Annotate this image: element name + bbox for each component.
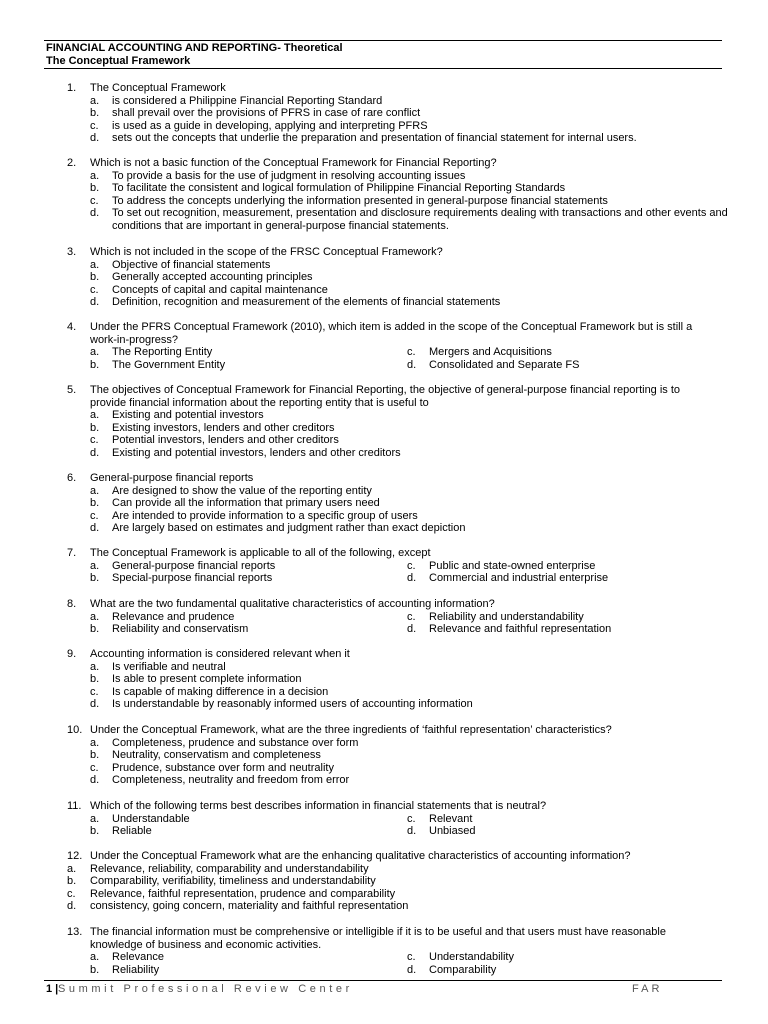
question-number: 8.	[67, 598, 77, 610]
option-letter: c.	[407, 812, 416, 825]
option-text: Comparability	[429, 963, 497, 976]
option-text: To address the concepts underlying the information presented in general-purpose financial statements	[112, 194, 608, 207]
option-text: Prudence, substance over form and neutrality	[112, 761, 334, 774]
option-letter: a.	[90, 258, 100, 271]
option-text: Relevance and prudence	[112, 610, 235, 623]
option-letter: a.	[90, 169, 100, 182]
option-text: Completeness, neutrality and freedom from error	[112, 774, 350, 787]
option-text: Relevance	[112, 951, 164, 964]
option-letter: a.	[90, 660, 100, 673]
question-number: 1.	[67, 82, 77, 94]
option-letter: a.	[90, 484, 100, 497]
option-letter: b.	[90, 572, 100, 585]
question-number: 11.	[67, 800, 82, 812]
option-letter: b.	[90, 497, 100, 510]
option-letter: b.	[90, 673, 100, 686]
option-text: Is verifiable and neutral	[112, 660, 226, 673]
question-stem: The objectives of Conceptual Framework for Financial Reporting, the objective of general-purpose financial reporting is to provide financial information about the reporting entity that is useful to	[90, 384, 681, 409]
option-text: consistency, going concern, materiality and faithful representation	[90, 900, 409, 913]
top-rule	[44, 40, 722, 41]
question-number: 13.	[67, 926, 83, 938]
option-text: Consolidated and Separate FS	[429, 358, 580, 371]
option-letter: a.	[90, 736, 100, 749]
option-letter: d.	[90, 447, 100, 459]
option-letter: c.	[407, 346, 416, 359]
option-text: Special-purpose financial reports	[112, 572, 273, 585]
question-number: 2.	[67, 157, 77, 169]
option-letter: d.	[90, 774, 100, 787]
option-text: Is able to present complete information	[112, 673, 302, 686]
question-number: 9.	[67, 648, 77, 660]
option-letter: d.	[407, 623, 417, 636]
option-text: Public and state-owned enterprise	[429, 559, 596, 572]
review-center-name: Summit Professional Review Center	[58, 983, 353, 995]
question-number: 3.	[67, 246, 77, 258]
option-text: To set out recognition, measurement, presentation and disclosure requirements dealing with transactions and other events and conditions that are important in general-purpose financial statements.	[112, 207, 728, 232]
option-letter: d.	[90, 522, 100, 535]
option-text: Neutrality, conservatism and completeness	[112, 749, 321, 762]
option-letter: c.	[407, 951, 416, 964]
option-letter: b.	[90, 623, 100, 636]
option-letter: c.	[90, 119, 99, 132]
question-stem: Under the Conceptual Framework, what are the three ingredients of ‘faithful representation’ characteristics?	[90, 724, 612, 736]
option-text: Definition, recognition and measurement of the elements of financial statements	[112, 296, 501, 309]
question-stem: Which of the following terms best describes information in financial statements that is neutral?	[90, 800, 547, 812]
option-text: Relevance, reliability, comparability and understandability	[90, 862, 369, 875]
question-stem: What are the two fundamental qualitative characteristics of accounting information?	[90, 598, 495, 610]
option-text: To provide a basis for the use of judgment in resolving accounting issues	[112, 169, 466, 182]
question-number: 10.	[67, 724, 83, 736]
option-text: Generally accepted accounting principles	[112, 271, 313, 284]
option-text: Reliable	[112, 825, 152, 838]
question-stem: Under the Conceptual Framework what are the enhancing qualitative characteristics of accounting information?	[90, 850, 631, 862]
option-text: sets out the concepts that underlie the preparation and presentation of financial statement for internal users.	[112, 132, 637, 145]
question-number: 12.	[67, 850, 83, 862]
option-letter: b.	[90, 271, 100, 284]
option-letter: c.	[407, 559, 416, 572]
question-number: 4.	[67, 321, 77, 333]
option-letter: a.	[90, 951, 100, 964]
option-text: Is capable of making difference in a decision	[112, 685, 329, 698]
option-letter: b.	[90, 182, 100, 195]
option-text: Existing and potential investors, lenders and other creditors	[112, 447, 401, 459]
option-letter: c.	[67, 887, 76, 900]
option-letter: c.	[90, 685, 99, 698]
option-letter: d.	[67, 900, 77, 913]
option-letter: c.	[90, 283, 99, 296]
option-text: To facilitate the consistent and logical formulation of Philippine Financial Reporting Standards	[112, 182, 566, 195]
option-text: Unbiased	[429, 825, 476, 838]
option-text: Existing and potential investors	[112, 409, 264, 422]
option-text: Are intended to provide information to a specific group of users	[112, 509, 418, 522]
option-text: is considered a Philippine Financial Reporting Standard	[112, 94, 383, 107]
option-text: Reliability	[112, 963, 160, 976]
option-letter: d.	[90, 132, 100, 145]
document-subtitle: The Conceptual Framework	[46, 55, 191, 67]
page-number: 1 |	[46, 983, 59, 995]
question-number: 5.	[67, 384, 77, 396]
question-stem: Accounting information is considered relevant when it	[90, 648, 350, 660]
question-stem: General-purpose financial reports	[90, 472, 254, 484]
option-letter: a.	[90, 94, 100, 107]
option-letter: b.	[90, 749, 100, 762]
option-letter: d.	[407, 825, 417, 838]
option-letter: a.	[90, 346, 100, 359]
option-text: The Reporting Entity	[112, 346, 213, 359]
option-text: shall prevail over the provisions of PFRS in case of rare conflict	[112, 107, 421, 120]
option-letter: a.	[90, 409, 100, 422]
option-letter: d.	[90, 296, 100, 309]
question-stem: Which is not included in the scope of the FRSC Conceptual Framework?	[90, 246, 443, 258]
option-text: is used as a guide in developing, applying and interpreting PFRS	[112, 119, 428, 132]
option-letter: b.	[90, 825, 100, 838]
header-rule	[44, 68, 722, 69]
subject-tag: FAR	[632, 983, 663, 995]
question-stem: The Conceptual Framework	[90, 82, 226, 94]
option-text: Are largely based on estimates and judgment rather than exact depiction	[112, 522, 466, 535]
option-letter: a.	[90, 610, 100, 623]
option-letter: d.	[407, 963, 417, 976]
option-letter: b.	[90, 421, 100, 434]
option-letter: c.	[90, 194, 99, 207]
option-text: Can provide all the information that primary users need	[112, 497, 380, 510]
option-letter: b.	[67, 875, 77, 888]
option-text: Objective of financial statements	[112, 258, 271, 271]
option-letter: a.	[67, 862, 77, 875]
option-letter: a.	[90, 559, 100, 572]
option-letter: c.	[90, 509, 99, 522]
option-text: Understandable	[112, 812, 190, 825]
option-text: Are designed to show the value of the reporting entity	[112, 484, 372, 497]
option-letter: d.	[407, 358, 417, 371]
option-text: Relevance, faithful representation, prudence and comparability	[90, 887, 396, 900]
option-letter: c.	[407, 610, 416, 623]
option-letter: b.	[90, 107, 100, 120]
option-text: Understandability	[429, 951, 514, 964]
option-text: Comparability, verifiability, timeliness and understandability	[90, 875, 376, 888]
option-letter: c.	[90, 761, 99, 774]
question-number: 6.	[67, 472, 77, 484]
option-text: Reliability and conservatism	[112, 623, 249, 636]
option-text: Concepts of capital and capital maintenance	[112, 283, 328, 296]
footer-rule	[44, 980, 722, 981]
option-text: Existing investors, lenders and other creditors	[112, 421, 335, 434]
document-title: FINANCIAL ACCOUNTING AND REPORTING- Theoretical	[46, 42, 343, 54]
option-text: General-purpose financial reports	[112, 559, 276, 572]
option-text: Completeness, prudence and substance over form	[112, 736, 359, 749]
option-text: Commercial and industrial enterprise	[429, 572, 609, 585]
option-letter: d.	[90, 207, 100, 220]
option-text: Relevant	[429, 812, 473, 825]
option-text: Potential investors, lenders and other creditors	[112, 434, 339, 447]
option-letter: d.	[90, 698, 100, 711]
option-text: The Government Entity	[112, 358, 226, 371]
option-text: Reliability and understandability	[429, 610, 584, 623]
option-letter: b.	[90, 963, 100, 976]
option-text: Is understandable by reasonably informed users of accounting information	[112, 698, 473, 711]
question-stem: Under the PFRS Conceptual Framework (2010), which item is added in the scope of the Conceptual Framework but is still a work-in-progress?	[90, 321, 693, 346]
question-stem: The financial information must be comprehensive or intelligible if it is to be useful and that users must have reasonable knowledge of business and economic activities.	[90, 926, 666, 951]
question-number: 7.	[67, 547, 77, 559]
question-stem: Which is not a basic function of the Conceptual Framework for Financial Reporting?	[90, 157, 497, 169]
option-letter: d.	[407, 572, 417, 585]
question-stem: The Conceptual Framework is applicable to all of the following, except	[90, 547, 431, 559]
option-letter: b.	[90, 358, 100, 371]
option-text: Mergers and Acquisitions	[429, 346, 552, 359]
option-letter: a.	[90, 812, 100, 825]
option-letter: c.	[90, 434, 99, 447]
option-text: Relevance and faithful representation	[429, 623, 612, 636]
